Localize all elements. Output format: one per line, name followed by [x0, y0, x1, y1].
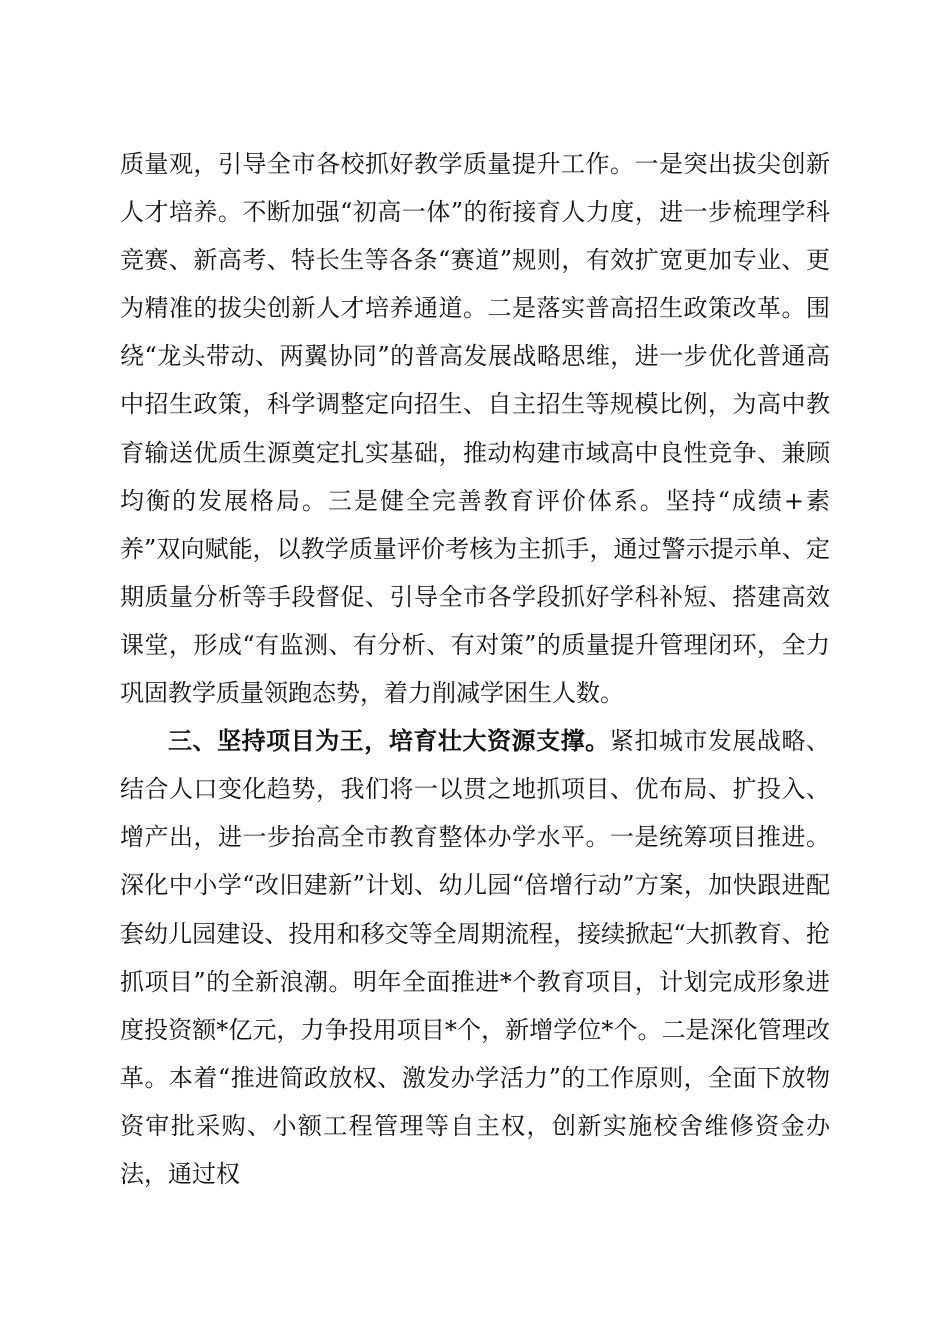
paragraph-project-support — [120, 717, 830, 1198]
paragraph-text: 紧扣城市发展战略、结合人口变化趋势，我们将一以贯之地抓项目、优布局、扩投入、增产出，进一步抬高全市教育整体办学水平。一是统筹项目推进。深化中小学“改旧建新”计划、幼儿园“倍增行动”方案，加快跟进配套幼儿园建设、投用和移交等全周期流程，接续掀起“大抓教育、抢抓项目”的全新浪潮。明年全面推进*个教育项目，计划完成形象进度投资额*亿元，力争投用项目*个，新增学位*个。二是深化管理改革。本着“推进简政放权、激发办学活力”的工作原则，全面下放物资审批采购、小额工程管理等自主权，创新实施校舍维修资金办法，通过权 — [120, 727, 831, 1188]
section-heading: 三、坚持项目为王，培育壮大资源支撑。 — [168, 726, 610, 756]
document-body — [120, 140, 830, 1198]
paragraph-quality-improvement — [120, 140, 830, 717]
paragraph-text: 质量观，引导全市各校抓好教学质量提升工作。一是突出拔尖创新人才培养。不断加强“初高一体”的衔接育人力度，进一步梳理学科竞赛、新高考、特长生等各条“赛道”规则，有效扩宽更加专业、更为精准的拔尖创新人才培养通道。二是落实普高招生政策改革。围绕“龙头带动、两翼协同”的普高发展战略思维，进一步优化普通高中招生政策，科学调整定向招生、自主招生等规模比例，为高中教育输送优质生源奠定扎实基础，推动构建市域高中良性竞争、兼顾均衡的发展格局。三是健全完善教育评价体系。坚持“成绩+素养”双向赋能，以教学质量评价考核为主抓手，通过警示提示单、定期质量分析等手段督促、引导全市各学段抓好学科补短、搭建高效课堂，形成“有监测、有分析、有对策”的质量提升管理闭环，全力巩固教学质量领跑态势，着力削减学困生人数。 — [120, 150, 830, 708]
